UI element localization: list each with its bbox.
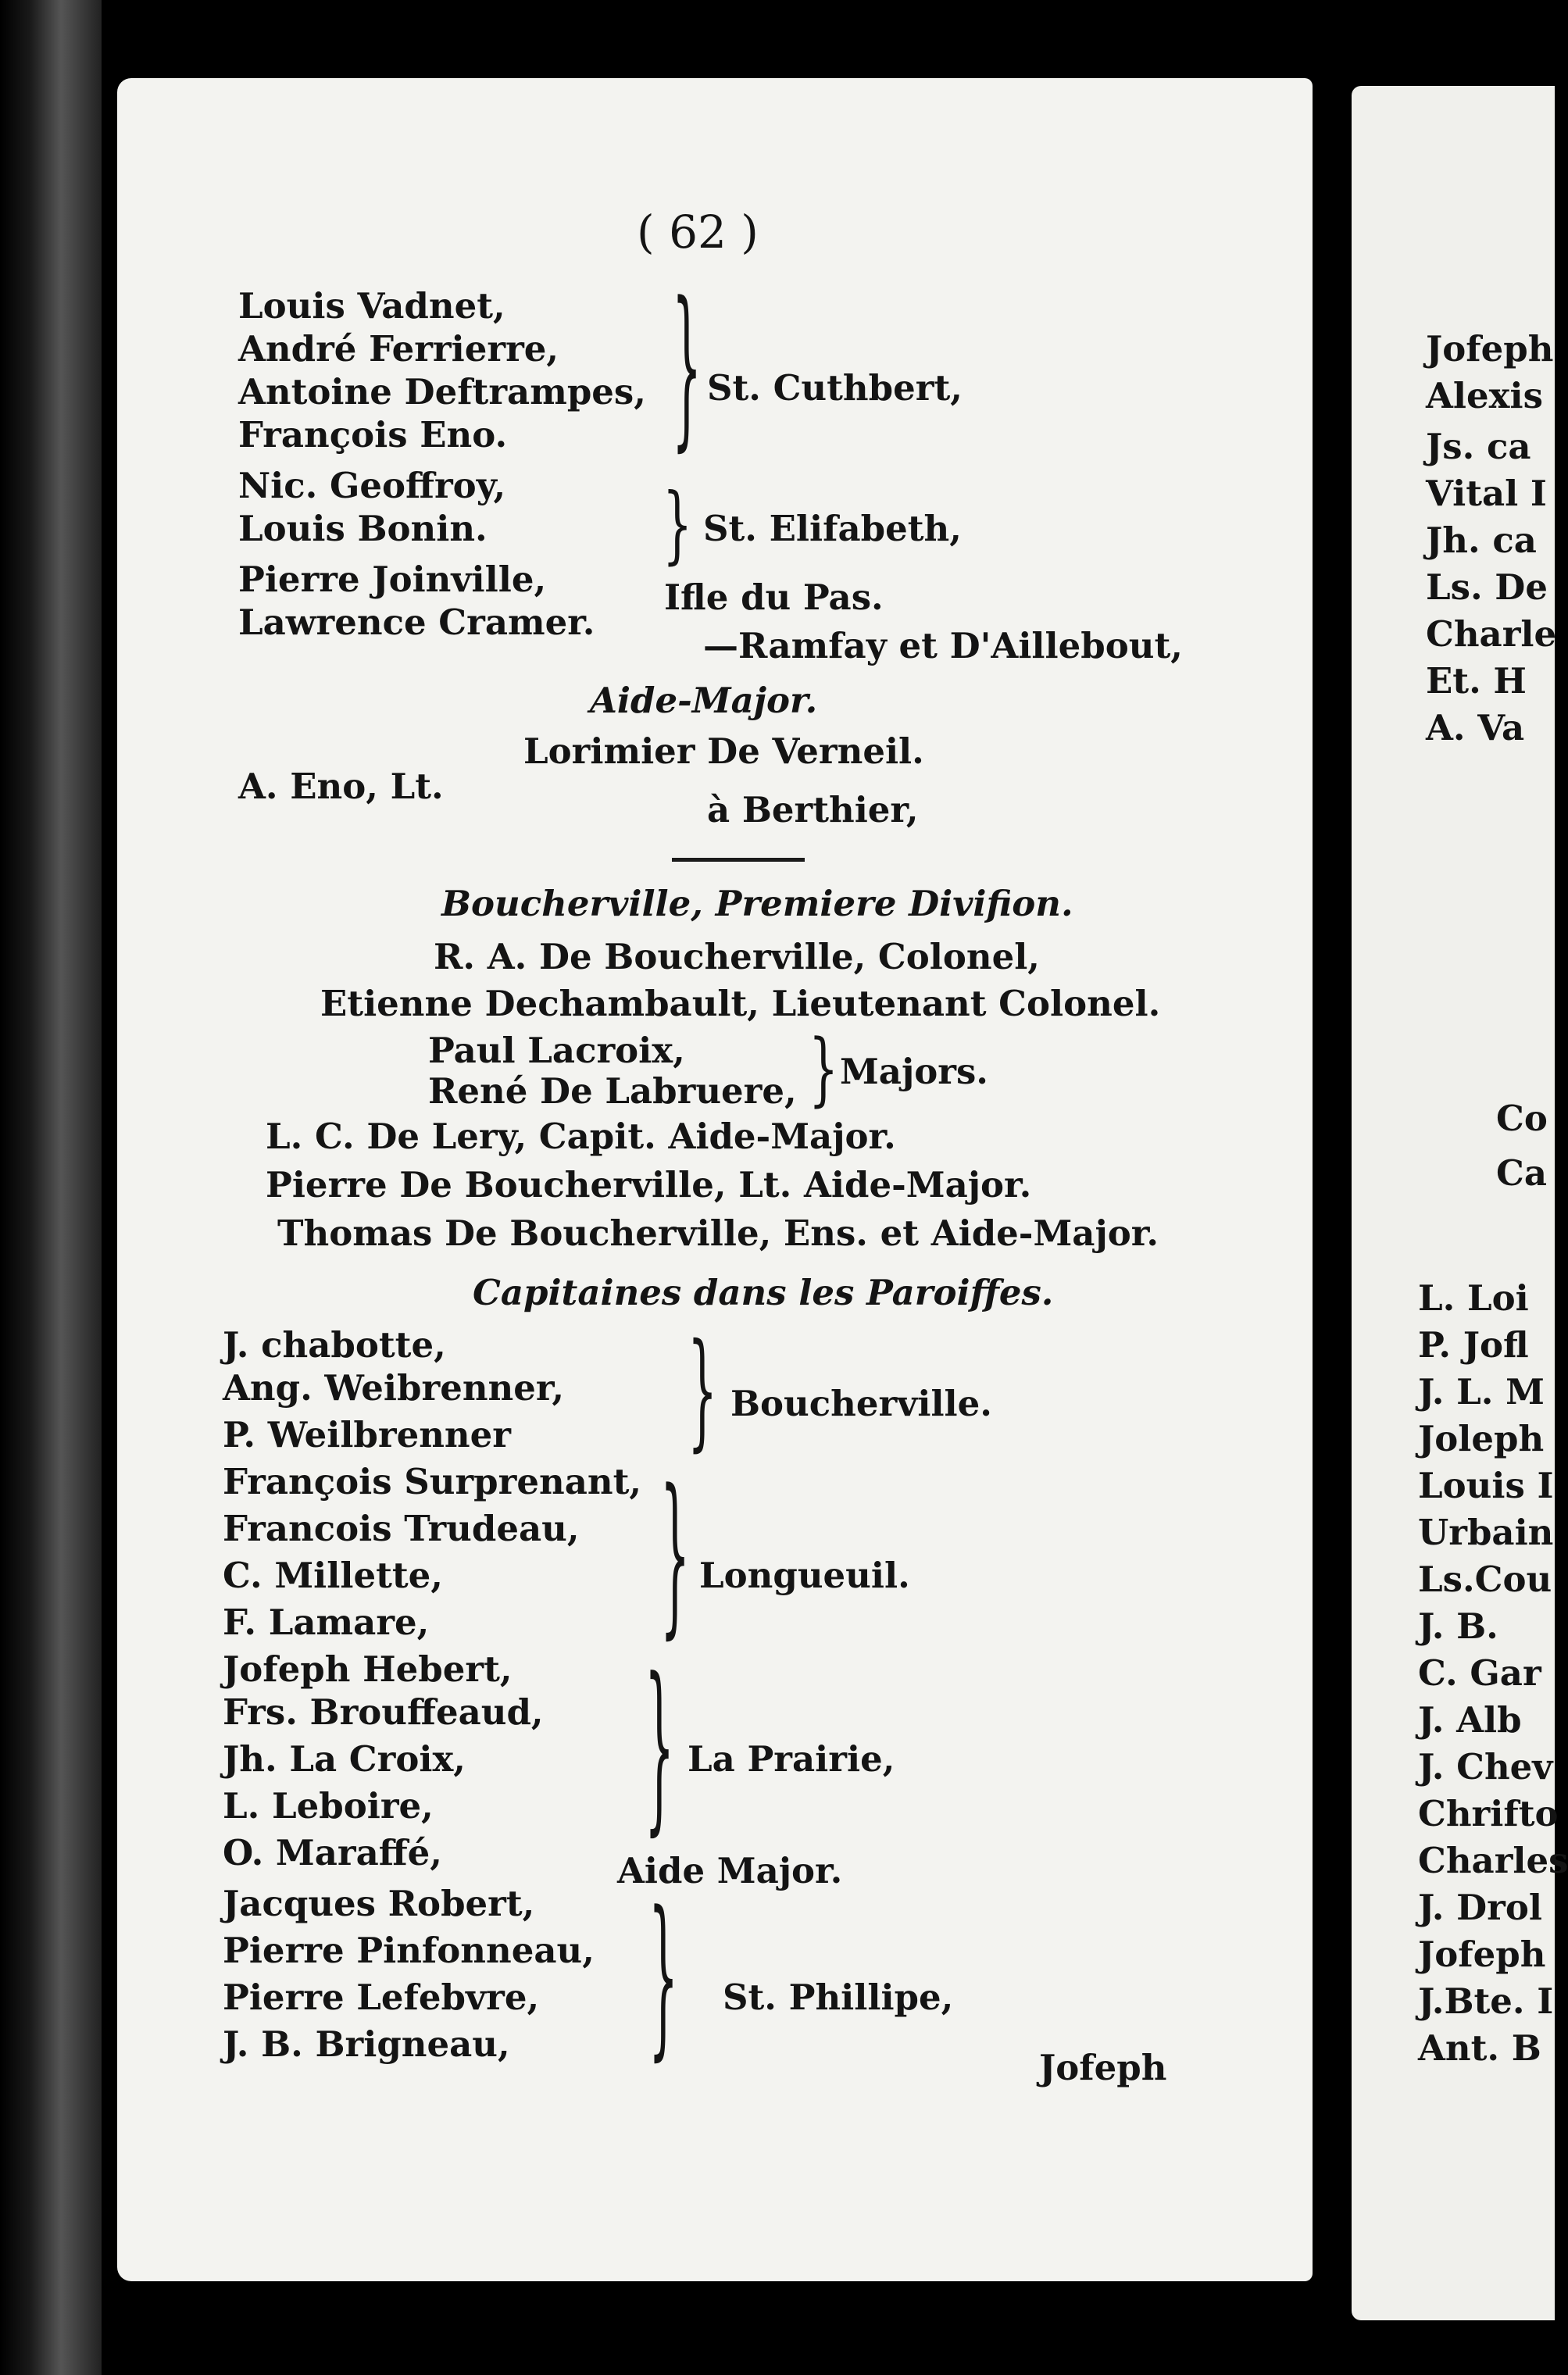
name-line: C. Millette, [223,1555,443,1596]
right-page-line: Alexis [1426,375,1543,416]
parish-label: St. Elifabeth, [703,508,962,549]
brace-icon: } [660,1454,691,1657]
name-line: Louis Vadnet, [238,285,505,327]
right-page-line: Jh. ca [1426,520,1537,561]
right-page-line: J. Alb [1418,1699,1522,1741]
right-page-line: J. L. M [1418,1371,1545,1412]
officer-line: A. Eno, Lt. [238,766,444,807]
right-page-line: Jofeph [1426,328,1554,370]
parish-label: —Ramfay et D'Aillebout, [703,625,1183,666]
right-page-line: Chrifto [1418,1793,1559,1834]
name-line: F. Lamare, [223,1602,430,1643]
officer-line: à Berthier, [707,789,919,830]
section-divider [672,858,805,862]
name-line: André Ferrierre, [238,328,559,370]
name-line: Jofeph Hebert, [223,1648,513,1690]
right-page-line: Urbain [1418,1512,1554,1553]
name-line: Ang. Weibrenner, [223,1367,564,1409]
name-line: François Surprenant, [223,1461,642,1502]
name-line: Francois Trudeau, [223,1508,580,1549]
name-line: Pierre Joinville, [238,559,547,600]
parish-label: St. Cuthbert, [707,367,963,409]
name-line: Antoine Deftrampes, [238,371,646,412]
right-page-line: J.Bte. I [1418,1980,1554,2022]
parish-label: Boucherville. [730,1383,992,1424]
right-page-line: J. B. [1418,1605,1498,1647]
officer-line: R. A. De Boucherville, Colonel, [434,936,1040,977]
right-page-line: J. Chev [1418,1746,1553,1788]
name-line: Nic. Geoffroy, [238,465,506,506]
name-line: Pierre Pinfonneau, [223,1930,595,1971]
right-page-line: L. Loi [1418,1277,1529,1319]
name-line: Frs. Brouffeaud, [223,1691,544,1733]
name-line: Louis Bonin. [238,508,488,549]
name-line: L. Leboire, [223,1785,434,1827]
name-line: Jh. La Croix, [223,1738,466,1780]
capitaines-heading: Capitaines dans les Paroiffes. [473,1272,1054,1313]
book-spine-edge [0,0,102,2375]
brace-icon: } [688,1317,718,1466]
officer-line: Pierre De Boucherville, Lt. Aide-Major. [266,1164,1032,1205]
officer-line: L. C. De Lery, Capit. Aide-Major. [266,1116,896,1157]
parish-label: Longueuil. [699,1555,910,1596]
parish-label: Ifle du Pas. [664,577,884,618]
right-page-line: Louis I [1418,1465,1554,1506]
officer-line: Paul Lacroix, [428,1030,685,1071]
right-page-line: Et. H [1426,660,1527,702]
majors-label: Majors. [840,1051,988,1092]
catchword: Jofeph [1039,2047,1167,2088]
right-page-line: Joleph [1418,1418,1545,1459]
right-page-line: Ant. B [1418,2027,1541,2069]
page-number: ( 62 ) [637,205,759,259]
right-page-line: C. Gar [1418,1652,1541,1694]
right-page-line: Charles [1418,1840,1568,1881]
officer-line: Lorimier De Verneil. [523,730,924,772]
right-page-line: J. Drol [1418,1887,1542,1928]
division-heading: Boucherville, Premiere Divifion. [441,883,1073,924]
name-line: J. chabotte, [223,1324,446,1366]
aide-major-heading: Aide-Major. [590,680,818,721]
right-page-line: Charle [1426,613,1557,655]
name-line: François Eno. [238,414,508,455]
right-page-line: Jofeph [1418,1934,1546,1975]
parish-label: St. Phillipe, [723,1977,954,2018]
right-page-line: P. Jofl [1418,1324,1529,1366]
name-line: Jacques Robert, [223,1883,535,1924]
right-page-line: Ls. De [1426,566,1548,608]
name-line: P. Weilbrenner [223,1414,511,1455]
name-line: Lawrence Cramer. [238,602,595,643]
name-line: Pierre Lefebvre, [223,1977,540,2018]
brace-icon: } [645,1641,675,1855]
name-line: J. B. Brigneau, [223,2023,510,2065]
parish-label: La Prairie, [688,1738,895,1780]
officer-line: Etienne Dechambault, Lieutenant Colonel. [320,983,1161,1024]
right-page-line: Js. ca [1426,426,1531,467]
officer-line: Thomas De Boucherville, Ens. et Aide-Major. [277,1212,1159,1254]
aide-major-label: Aide Major. [617,1850,843,1891]
brace-icon: } [663,476,693,574]
brace-icon: } [648,1876,679,2079]
right-page-line: A. Va [1426,707,1525,748]
right-page-line: Co [1496,1098,1548,1139]
name-line: O. Maraffé, [223,1832,442,1873]
right-page-line: Ca [1496,1152,1547,1194]
brace-icon: } [672,266,702,470]
right-page-line: Vital I [1426,473,1547,514]
officer-line: René De Labruere, [428,1070,797,1112]
brace-icon: } [809,1023,839,1116]
right-page-line: Ls.Cou [1418,1559,1552,1600]
